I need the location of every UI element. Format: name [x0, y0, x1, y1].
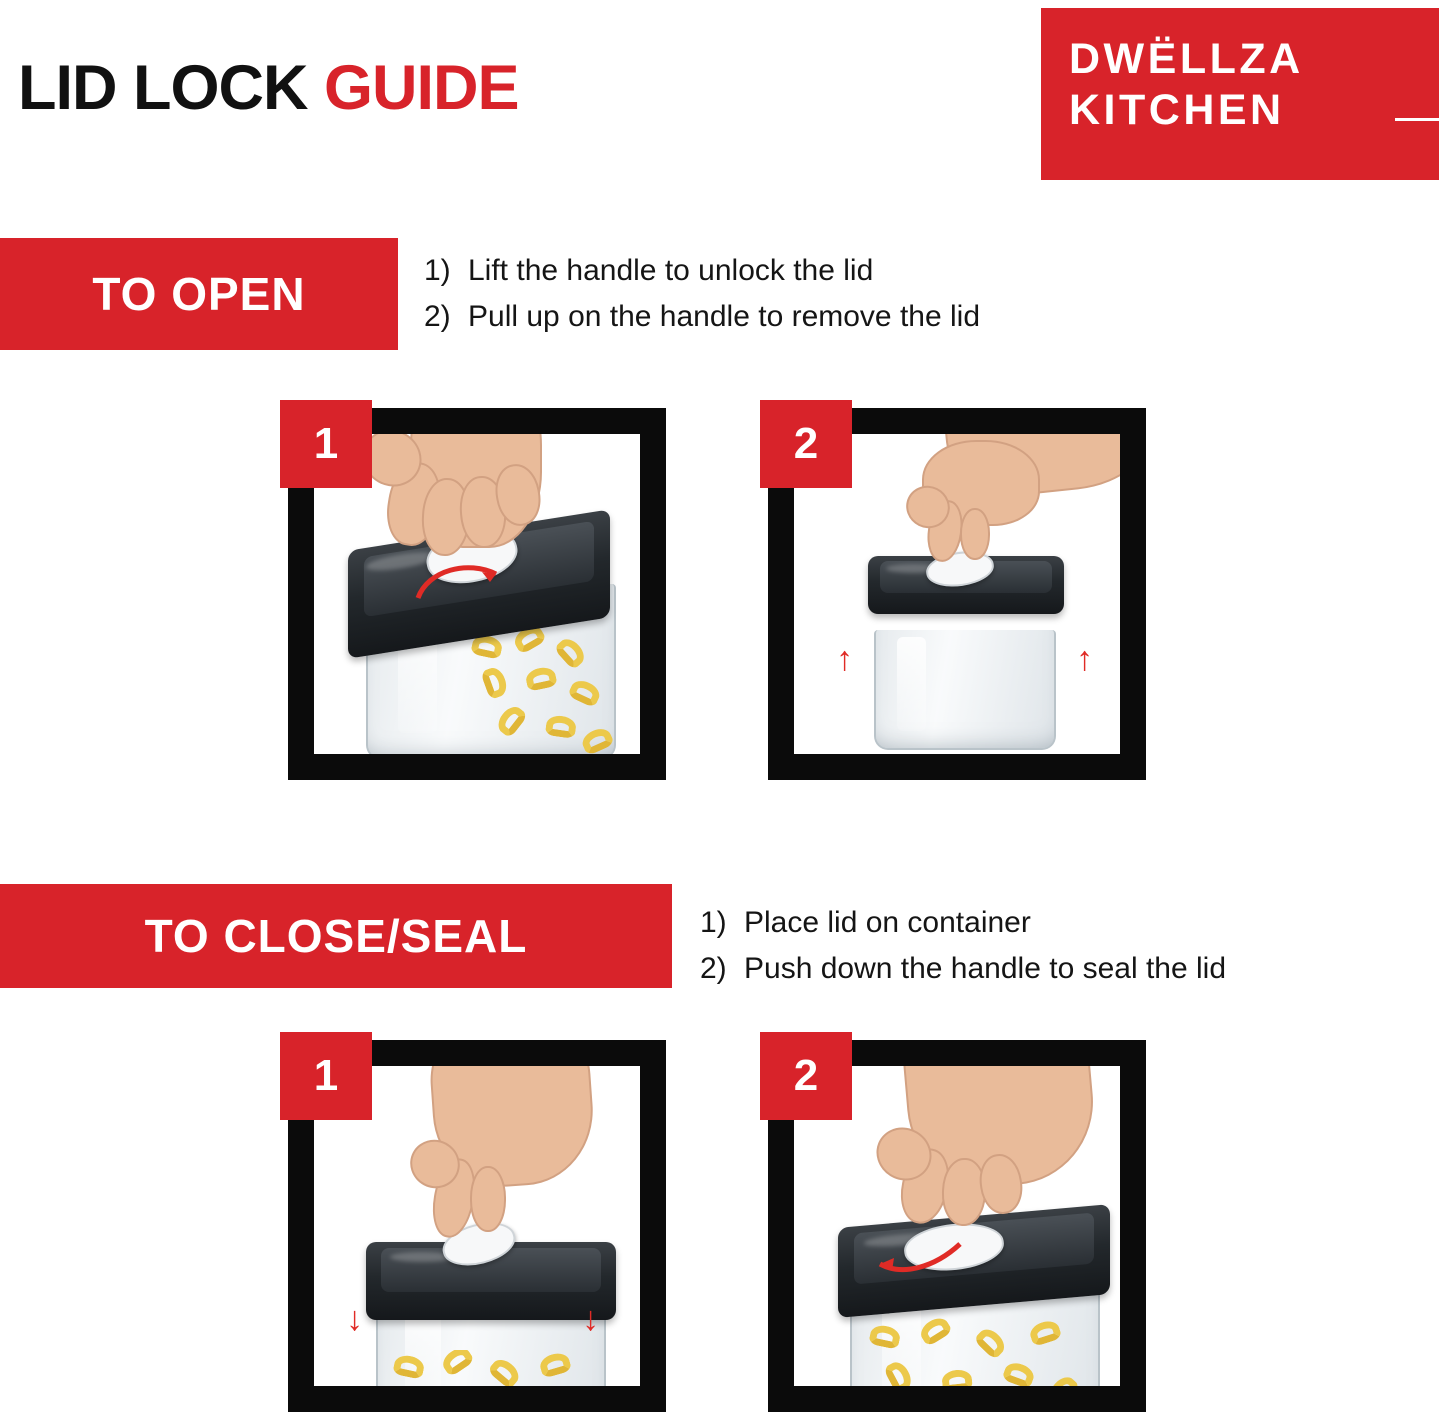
figure-open-step-2-badge: 2 — [760, 400, 852, 488]
page-title — [18, 52, 519, 124]
step-close-1-number: 1) — [700, 906, 727, 939]
arrow-down-left-icon: ↓ — [346, 1300, 363, 1338]
step-close-2 — [700, 946, 1226, 992]
step-open-1-number: 1) — [424, 254, 451, 287]
step-open-1 — [424, 248, 980, 294]
figure-open-step-1-badge: 1 — [280, 400, 372, 488]
brand-underline-rule — [1395, 118, 1441, 121]
step-open-1-text: Lift the handle to unlock the lid — [468, 254, 874, 287]
figure-open-step-1 — [288, 408, 666, 780]
step-close-1-text: Place lid on container — [744, 906, 1031, 939]
section-banner-to-open-label: TO OPEN — [92, 268, 306, 320]
arrow-down-right-icon: ↓ — [582, 1300, 599, 1338]
step-open-2 — [424, 294, 980, 340]
section-banner-to-open — [0, 238, 398, 350]
step-close-1 — [700, 900, 1226, 946]
figure-close-step-2 — [768, 1040, 1146, 1412]
brand-line-1: DWËLLZA — [1069, 35, 1304, 83]
steps-to-close-seal — [700, 900, 1226, 991]
figure-close-step-1 — [288, 1040, 666, 1412]
arrow-up-left-icon: ↑ — [836, 640, 853, 678]
brand-line-2-text: KITCHEN — [1069, 85, 1285, 134]
page-title-accent: GUIDE — [323, 53, 519, 123]
step-open-2-number: 2) — [424, 299, 451, 333]
page-title-main: LID LOCK — [18, 53, 324, 123]
brand-line-2 — [1069, 85, 1413, 136]
section-banner-to-close-seal-label: TO CLOSE/SEAL — [144, 910, 528, 962]
step-close-2-number: 2) — [700, 951, 727, 985]
section-banner-to-close-seal — [0, 884, 672, 988]
step-close-2-text: Push down the handle to seal the lid — [744, 951, 1227, 985]
figure-open-step-2 — [768, 408, 1146, 780]
figure-close-step-1-badge: 1 — [280, 1032, 372, 1120]
arrow-up-right-icon: ↑ — [1076, 640, 1093, 678]
steps-to-open — [424, 248, 980, 339]
step-open-2-text: Pull up on the handle to remove the lid — [468, 299, 981, 333]
figure-close-step-2-badge: 2 — [760, 1032, 852, 1120]
brand-logo — [1041, 8, 1439, 180]
